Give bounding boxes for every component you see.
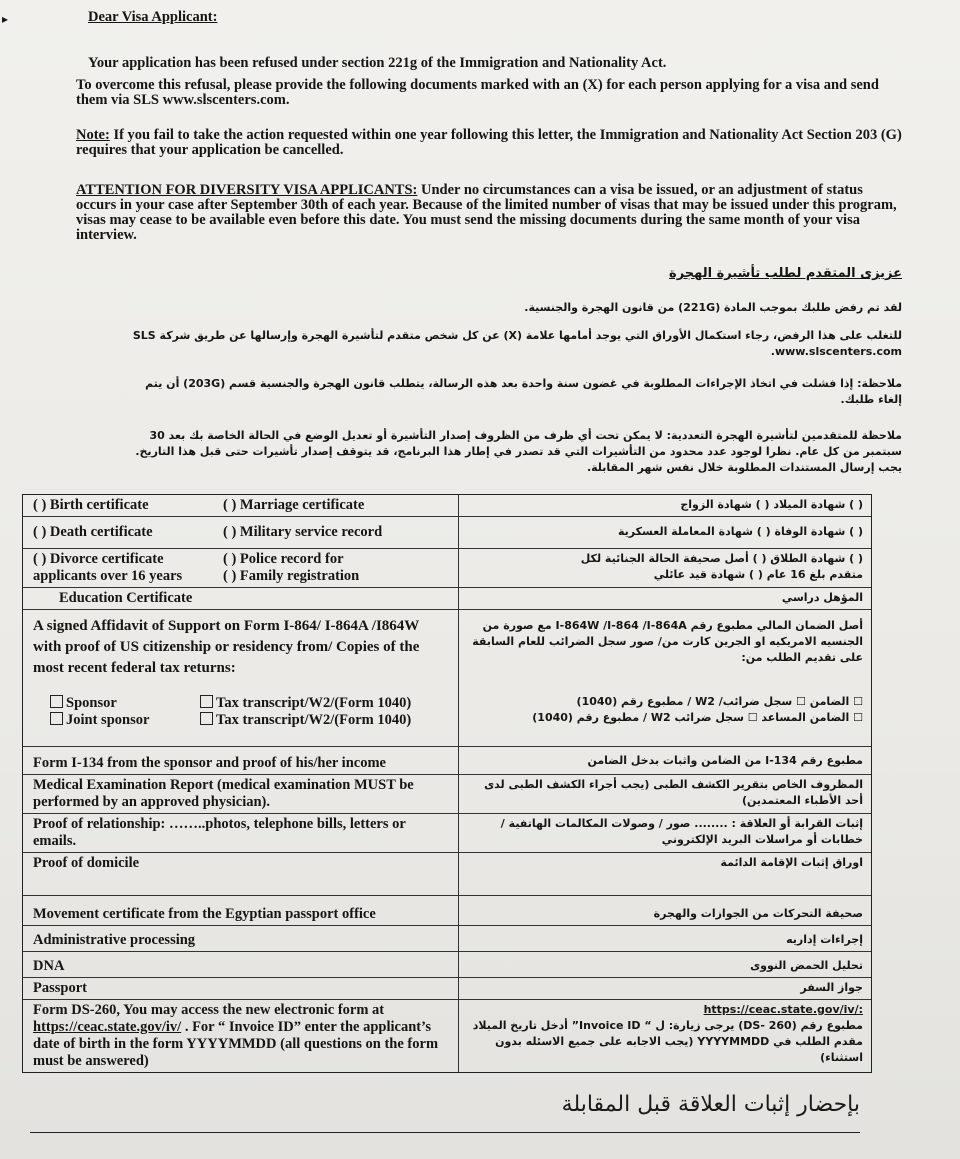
table-row xyxy=(23,952,871,978)
sponsor-checkbox[interactable] xyxy=(50,695,63,708)
affidavit-item: A signed Affidavit of Support on Form I-864/ I-864A /I864W with proof of US citizenship or residency from/ Copies of the most recent federal tax returns: xyxy=(33,618,420,676)
dna-item: DNA xyxy=(23,952,459,977)
table-row xyxy=(23,978,871,1000)
marriage-certificate-item: ( ) Marriage certificate xyxy=(223,497,365,513)
table-row xyxy=(23,853,871,896)
divorce-certificate-item: ( ) Divorce certificate xyxy=(33,551,164,567)
i134-item: Form I-134 from the sponsor and proof of his/her income xyxy=(23,747,459,774)
arabic-cell: تحليل الحمض النووى xyxy=(750,959,863,972)
note-paragraph: Note: If you fail to take the action requested within one year following this letter, the Immigration and Nationality Act Section 203 (G) requires that your application be cancelled. xyxy=(76,127,902,158)
joint-sponsor-checkbox[interactable] xyxy=(50,712,63,725)
proof-of-relationship-item: Proof of relationship: ……..photos, telephone bills, letters or emails. xyxy=(23,814,459,852)
education-certificate-item: Education Certificate xyxy=(23,588,459,609)
instructions-paragraph: To overcome this refusal, please provide the following documents marked with an (X) for each person applying for a visa and send them via SLS www.slscenters.com. xyxy=(76,77,879,108)
tax-transcript-label: Tax transcript/W2/(Form 1040) xyxy=(216,695,412,711)
arabic-instructions-paragraph: للتغلب على هذا الرفض، رجاء استكمال الأوراق التي يوجد أمامها علامة (X) عن كل شخص متقدم لتأشيرة الهجرة وإرسالها عن طريق شركة SLS www.slscenters.com. xyxy=(132,329,902,358)
arabic-cell: ( ) شهادة الطلاق ( ) أصل صحيفة الحالة الجنائية لكل xyxy=(580,552,863,565)
tax-transcript-checkbox[interactable] xyxy=(200,695,213,708)
passport-item: Passport xyxy=(23,978,459,999)
arabic-refusal-paragraph: لقد تم رفض طلبك بموجب المادة (221G) من قانون الهجرة والجنسية. xyxy=(524,301,902,314)
arabic-cell: إجراءات إداريه xyxy=(786,933,863,946)
table-row xyxy=(23,495,871,517)
arabic-cell: المؤهل دراسي xyxy=(781,591,863,604)
medical-exam-item: Medical Examination Report (medical examination MUST be performed by an approved physician). xyxy=(23,775,459,813)
police-record-item: ( ) Police record for xyxy=(223,551,344,567)
family-registration-item: ( ) Family registration xyxy=(223,568,360,584)
arabic-cell: ☐ الضامن المساعد ☐ سجل ضرائب W2 / مطبوع رقم (1040) xyxy=(532,711,863,724)
arabic-cell: جواز السفر xyxy=(800,981,863,994)
signature-line xyxy=(30,1132,860,1133)
table-row xyxy=(23,775,871,814)
ceac-link[interactable]: https://ceac.state.gov/iv/ xyxy=(33,1019,182,1035)
table-row xyxy=(23,747,871,775)
table-row xyxy=(23,1000,871,1072)
sponsor-label: Sponsor xyxy=(66,695,117,711)
arabic-attention-paragraph: ملاحظة للمتقدمين لتأشيرة الهجرة التعددية: لا يمكن تحت أي ظرف من الظروف إصدار التأشيرة أو تعديل الوضع في الحالة الخاصة بك بعد 30 سبتمبر من كل عام. نظرا لوجود عدد محدود من التأشيرات التي قد تصدر في إطار هذا البرنامج، قد يتوقف إصدار تأشيرات حتى قبل هذا التاريخ. يجب إرسال المستندات المطلوبة خلال نفس شهر المقابلة. xyxy=(135,429,902,474)
page-mark: ▸ xyxy=(2,12,9,26)
ds260-item: Form DS-260, You may access the new electronic form at https://ceac.state.gov/iv/ . For “ Invoice ID” enter the applicant’s date of birth in the form YYYYMMDD (all questions on the form must be answered) xyxy=(23,1000,459,1072)
handwritten-note: بإحضار إثبات العلاقة قبل المقابلة xyxy=(561,1092,860,1117)
salutation: Dear Visa Applicant: xyxy=(88,9,218,25)
arabic-cell: ( ) شهادة الوفاة ( ) شهادة المعاملة العسكرية xyxy=(618,525,863,538)
arabic-cell: إثبات القرابة أو العلاقة : ........ صور / وصولات المكالمات الهاتفية / خطابات أو مراسلات البريد الإلكتروني xyxy=(500,817,863,846)
arabic-cell: أصل الضمان المالي مطبوع رقم I-864W /I-864 /I-864A مع صورة من الجنسيه الامريكيه او الجرين كارت من/ صور سجل الضرائب للعام السابقة على تقديم الطلب من: xyxy=(472,619,863,664)
table-row xyxy=(23,926,871,952)
required-documents-table xyxy=(22,494,872,1073)
arabic-note-paragraph: ملاحظة: إذا فشلت في اتخاذ الإجراءات المطلوبة في غضون سنة واحدة بعد هذه الرسالة، يتطلب قانون الهجرة والجنسية قسم (203G) أن يتم إلغاء طلبك. xyxy=(145,377,902,406)
administrative-processing-item: Administrative processing xyxy=(23,926,459,951)
table-row xyxy=(23,814,871,853)
table-row xyxy=(23,549,871,588)
arabic-cell: متقدم بلغ 16 عام ( ) شهادة قيد عائلي xyxy=(653,568,863,581)
arabic-cell: ☐ الضامن ☐ سجل ضرائب/ W2 / مطبوع رقم (1040) xyxy=(576,695,863,708)
birth-certificate-item: ( ) Birth certificate xyxy=(33,497,149,513)
joint-sponsor-label: Joint sponsor xyxy=(66,712,150,728)
table-row xyxy=(23,588,871,610)
death-certificate-item: ( ) Death certificate xyxy=(33,524,153,540)
movement-certificate-item: Movement certificate from the Egyptian passport office xyxy=(23,896,459,925)
ceac-link-arabic[interactable]: https://ceac.state.gov/iv/: xyxy=(703,1003,863,1016)
refusal-paragraph: Your application has been refused under section 221g of the Immigration and Nationality Act. xyxy=(88,55,667,71)
military-record-item: ( ) Military service record xyxy=(223,524,383,540)
joint-tax-transcript-checkbox[interactable] xyxy=(200,712,213,725)
arabic-cell: مطبوع رقم I-134 من الضامن واثبات بدخل الضامن xyxy=(587,754,863,767)
arabic-cell: مطبوع رقم (DS- 260) يرجى زيارة: ل “ Invoice ID” أدخل تاريخ الميلاد مقدم الطلب في YYYYMMDD (يجب الاجابه على جميع الاسئله بدون استثناء) xyxy=(472,1019,863,1064)
police-record-age-text: applicants over 16 years xyxy=(33,568,183,584)
arabic-cell: المظروف الخاص بتقرير الكشف الطبى (يجب أجراء الكشف الطبى لدى أحد الأطباء المعتمدين) xyxy=(484,778,863,807)
joint-tax-transcript-label: Tax transcript/W2/(Form 1040) xyxy=(216,712,412,728)
table-row xyxy=(23,610,871,747)
table-row xyxy=(23,896,871,926)
table-row xyxy=(23,517,871,549)
arabic-cell: ( ) شهادة الميلاد ( ) شهادة الزواج xyxy=(680,498,863,511)
arabic-cell: اوراق إثبات الإقامة الدائمة xyxy=(720,856,863,869)
proof-of-domicile-item: Proof of domicile xyxy=(23,853,459,895)
arabic-cell: صحيفة التحركات من الجوازات والهجرة xyxy=(653,907,863,920)
attention-paragraph: ATTENTION FOR DIVERSITY VISA APPLICANTS: Under no circumstances can a visa be issued, or an adjustment of status occurs in your case after September 30th of each year. Because of the limited number of visas that may be issued under this program, visas may cease to be available even before this date. You must send the missing documents during the same month of your visa interview. xyxy=(76,182,897,243)
arabic-salutation: عزيزى المتقدم لطلب تأشيرة الهجرة xyxy=(669,266,902,281)
